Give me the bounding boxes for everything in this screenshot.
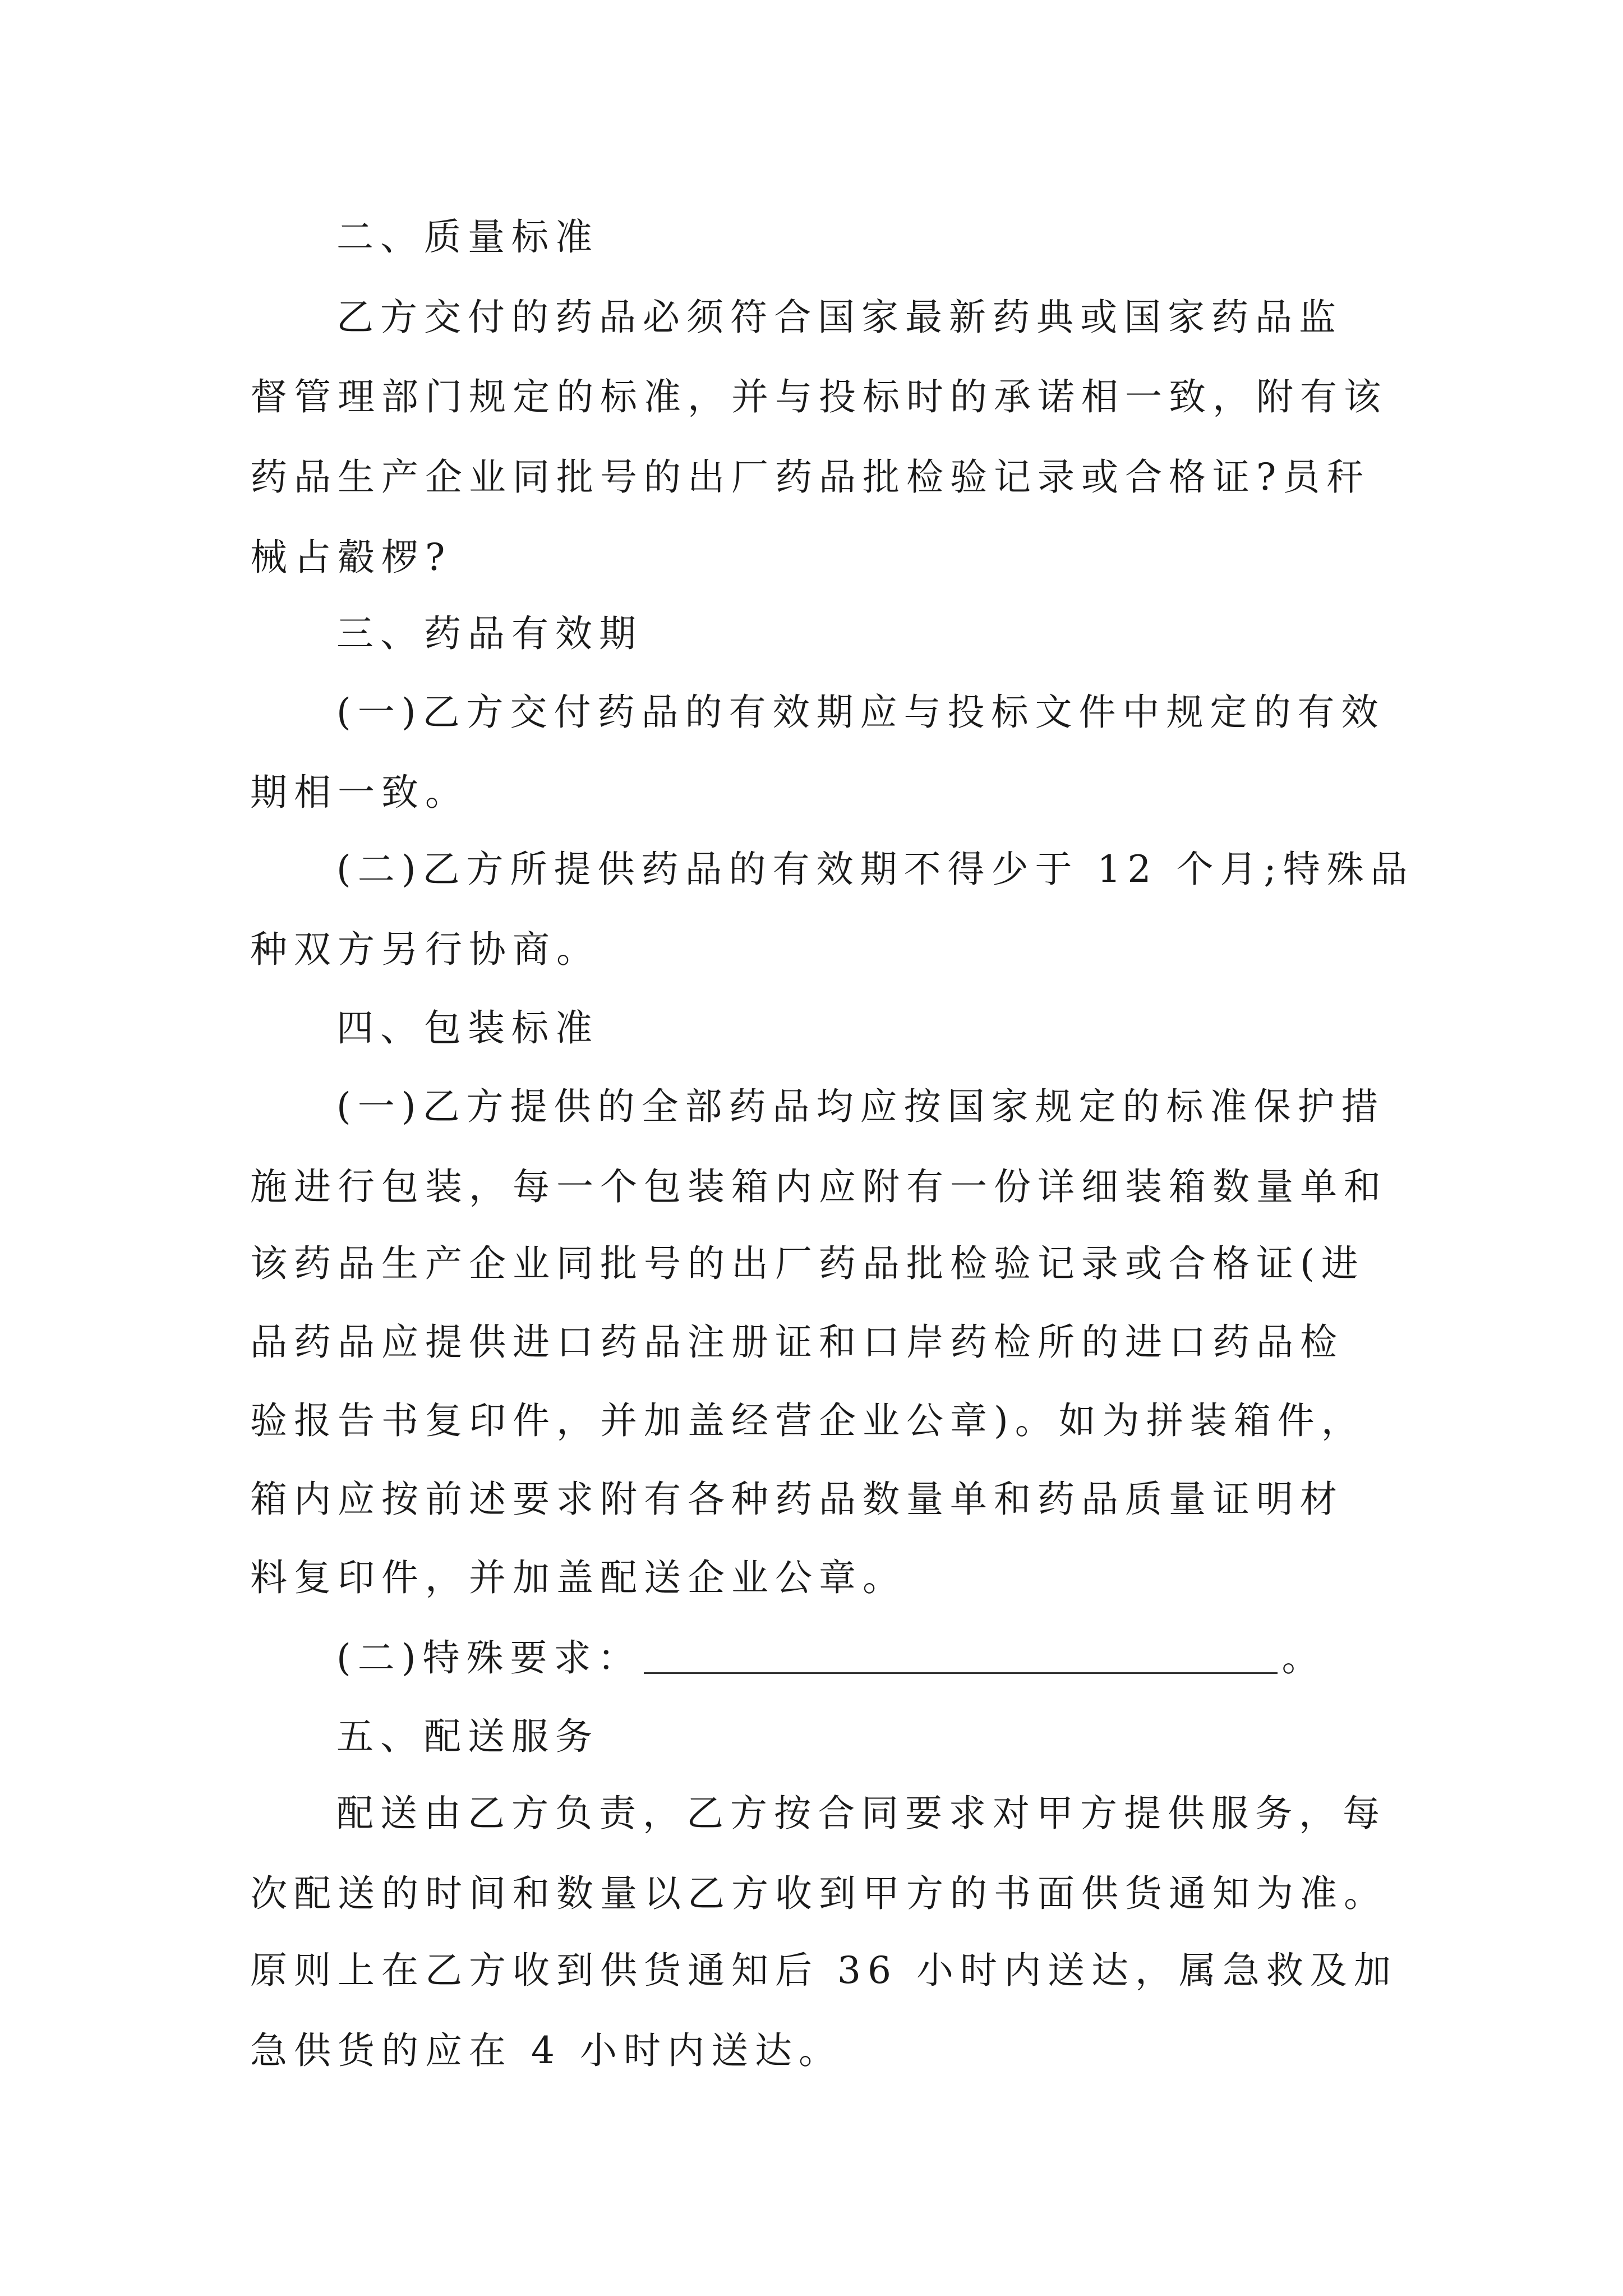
paragraph-line: 急供货的应在 4 小时内送达。 [250, 2029, 842, 2072]
paragraph-line: 期相一致。 [250, 771, 469, 814]
paragraph-line: 配送由乙方负责，乙方按合同要求对甲方提供服务，每 [336, 1792, 1386, 1835]
heading-validity-period: 三、药品有效期 [336, 612, 643, 655]
paragraph-line: 品药品应提供进口药品注册证和口岸药检所的进口药品检 [250, 1320, 1344, 1364]
heading-packaging-standard: 四、包装标准 [336, 1006, 599, 1050]
paragraph-line: (一)乙方交付药品的有效期应与投标文件中规定的有效 [336, 691, 1385, 734]
paragraph-line: 该药品生产企业同批号的出厂药品批检验记录或合格证(进 [250, 1242, 1365, 1285]
paragraph-line: 药品生产企业同批号的出厂药品批检验记录或合格证?员秆 [250, 455, 1371, 499]
paragraph-line: 次配送的时间和数量以乙方收到甲方的书面供货通知为准。 [250, 1872, 1387, 1915]
heading-delivery-service: 五、配送服务 [336, 1715, 599, 1758]
paragraph-line: 原则上在乙方收到供货通知后 36 小时内送达，属急救及加 [250, 1949, 1398, 1992]
paragraph-line: 种双方另行协商。 [250, 928, 600, 971]
paragraph-line: (二)乙方所提供药品的有效期不得少于 12 个月;特殊品 [336, 848, 1414, 891]
paragraph-line: 箱内应按前述要求附有各种药品数量单和药品质量证明材 [250, 1478, 1344, 1521]
paragraph-line: 督管理部门规定的标准，并与投标时的承诺相一致，附有该 [250, 375, 1387, 418]
paragraph-line: 施进行包装，每一个包装箱内应附有一份详细装箱数量单和 [250, 1165, 1387, 1208]
paragraph-line: (一)乙方提供的全部药品均应按国家规定的标准保护措 [336, 1085, 1385, 1128]
heading-quality-standard: 二、质量标准 [336, 215, 599, 259]
special-requirements-label: (二)特殊要求： [336, 1636, 642, 1680]
special-requirements-end: 。 [1281, 1636, 1326, 1680]
paragraph-line: 料复印件，并加盖配送企业公章。 [250, 1556, 906, 1599]
paragraph-line: 械占觳椤? [250, 536, 452, 579]
special-requirements-blank[interactable] [644, 1633, 1278, 1674]
paragraph-line: 验报告书复印件，并加盖经营企业公章)。如为拼装箱件， [250, 1399, 1365, 1442]
special-requirements-line [336, 1631, 1326, 1685]
paragraph-line: 乙方交付的药品必须符合国家最新药典或国家药品监 [336, 296, 1343, 339]
